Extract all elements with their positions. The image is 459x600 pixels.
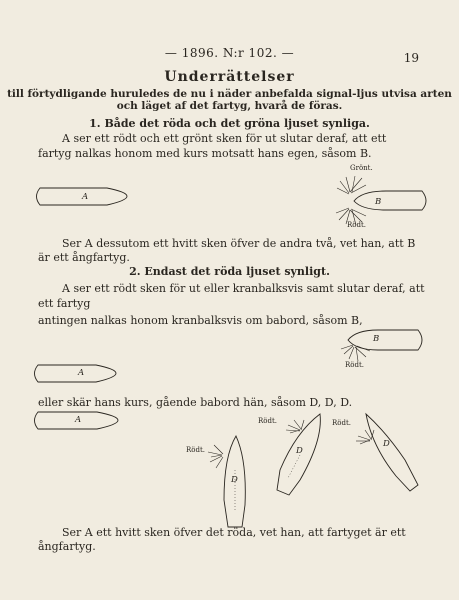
- ship-a-label-1: A: [82, 192, 89, 202]
- section-1-text-line-3: Ser A dessutom ett hvitt sken öfver de andra två, vet han, att B: [62, 237, 416, 250]
- section-2-text-line-1: A ser ett rödt sken för ut eller kranbalksvis samt slutar deraf, att: [62, 282, 425, 295]
- ship-a-label-2: A: [78, 368, 85, 378]
- green-light-label: Grönt.: [350, 164, 373, 172]
- red-light-label-4: Rödt.: [258, 417, 278, 425]
- red-light-label-5: Rödt.: [332, 419, 352, 427]
- section-2-text-line-4: eller skär hans kurs, gående babord hän, såsom D, D, D.: [38, 396, 353, 409]
- closing-text-line-2: ångfartyg.: [38, 540, 96, 553]
- red-light-rays-icon-3: [208, 445, 223, 468]
- subtitle-line-2: och läget af det fartyg, hvarå de föras.: [116, 100, 343, 112]
- red-light-label-2: Rödt.: [345, 361, 365, 369]
- subtitle-line-1: till förtydligande huruledes de nu i näder anbefalda signal-ljus utvisa arten: [7, 88, 452, 100]
- page-number: 19: [403, 51, 419, 65]
- closing-text-line-1: Ser A ett hvitt sken öfver det röda, vet han, att fartyget är ett: [62, 526, 406, 539]
- ship-a-label-3: A: [75, 415, 82, 425]
- ship-d-label-2: D: [296, 446, 303, 456]
- page-header: — 1896. N:r 102. —: [164, 46, 295, 60]
- ship-b-label-1: B: [375, 197, 382, 207]
- section-2-text-line-3: antingen nalkas honom kranbalksvis om babord, såsom B,: [38, 314, 363, 327]
- section-2-text-line-2: ett fartyg: [38, 297, 91, 310]
- section-1-text-line-4: är ett ångfartyg.: [38, 251, 130, 264]
- ship-d-hull-3: [366, 414, 418, 491]
- red-light-label-1: Rödt.: [347, 221, 367, 229]
- ship-d-label-1: D: [231, 475, 238, 485]
- section-1-text-line-1: A ser ett rödt och ett grönt sken för ut slutar deraf, att ett: [62, 132, 387, 145]
- section-1-heading: 1. Både det röda och det gröna ljuset synliga.: [89, 117, 370, 130]
- section-1-text-line-2: fartyg nalkas honom med kurs motsatt hans egen, såsom B.: [38, 147, 372, 160]
- ship-b-label-2: B: [373, 334, 380, 344]
- page-title: Underrättelser: [164, 69, 295, 85]
- red-light-rays-icon-4: [286, 420, 304, 433]
- red-light-label-3: Rödt.: [186, 446, 206, 454]
- section-2-heading: 2. Endast det röda ljuset synligt.: [129, 265, 330, 278]
- ship-d-label-3: D: [383, 439, 390, 449]
